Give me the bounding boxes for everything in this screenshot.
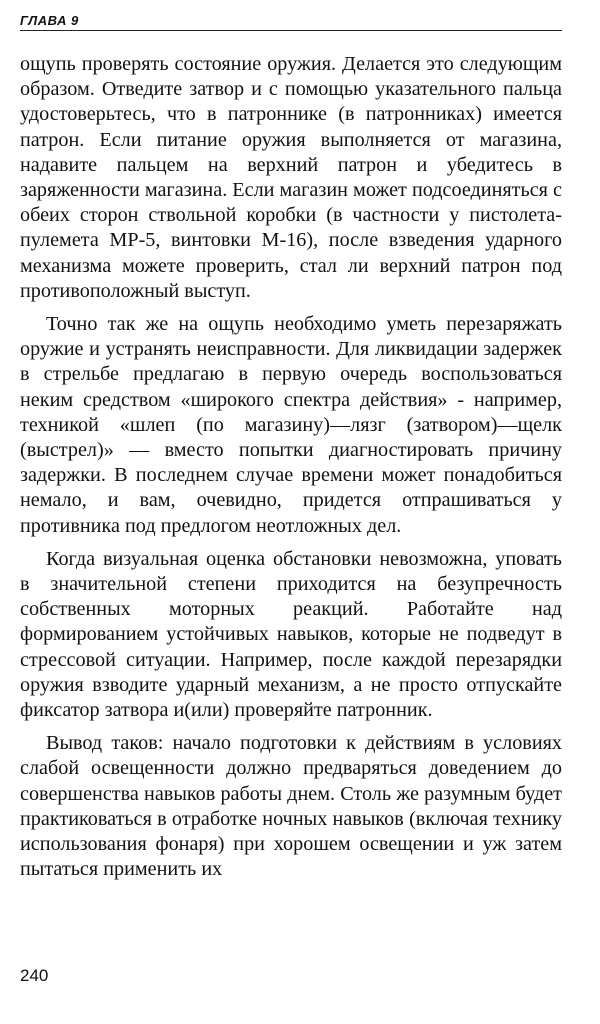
running-head [20,12,562,31]
paragraph-3: Когда визуальная оценка обстановки невозможна, уповать в значительной степени приходится на безупречность собственных моторных реакций. Работайте над формированием устойчивых навыков, которые не подведут в стрессовой ситуации. Например, после каждой перезарядки оружия взводите ударный механизм, а не просто отпускайте фиксатор затвора и(или) проверяйте патронник. [20,547,562,722]
paragraph-4: Вывод таков: начало подготовки к действиям в условиях слабой освещенности должно предваряться доведением до совершенства навыков работы днем. Столь же разумным будет практиковаться в отработке ночных навыков (включая технику использования фонаря) при хорошем освещении и уж затем пытаться применить их [20,732,562,881]
page-number: 240 [20,966,49,985]
body-text [20,52,562,883]
paragraph-1: ощупь проверять состояние оружия. Делается это следующим образом. Отведите затвор и с помощью указательного пальца удостоверьтесь, что в патроннике (в патронниках) имеется патрон. Если питание оружия выполняется от магазина, надавите пальцем на верхний патрон и убедитесь в заряженности магазина. Если магазин может подсоединяться с обеих сторон ствольной коробки (в частности у пистолета-пулемета МР-5, винтовки М-16), после взведения ударного механизма можете проверить, стал ли верхний патрон под противоположный выступ. [20,53,562,302]
chapter-label: ГЛАВА 9 [20,13,79,28]
paragraph-2: Точно так же на ощупь необходимо уметь перезаряжать оружие и устранять неисправности. Для ликвидации задержек в стрельбе предлагаю в первую очередь воспользоваться неким средством «широкого спектра действия» - например, техникой «шлеп (по магазину)—лязг (затвором)—щелк (выстрел)» — вместо попытки диагностировать причину задержки. В последнем случае времени может понадобиться немало, и вам, очевидно, придется отпрашиваться у противника под предлогом неотложных дел. [20,313,562,537]
